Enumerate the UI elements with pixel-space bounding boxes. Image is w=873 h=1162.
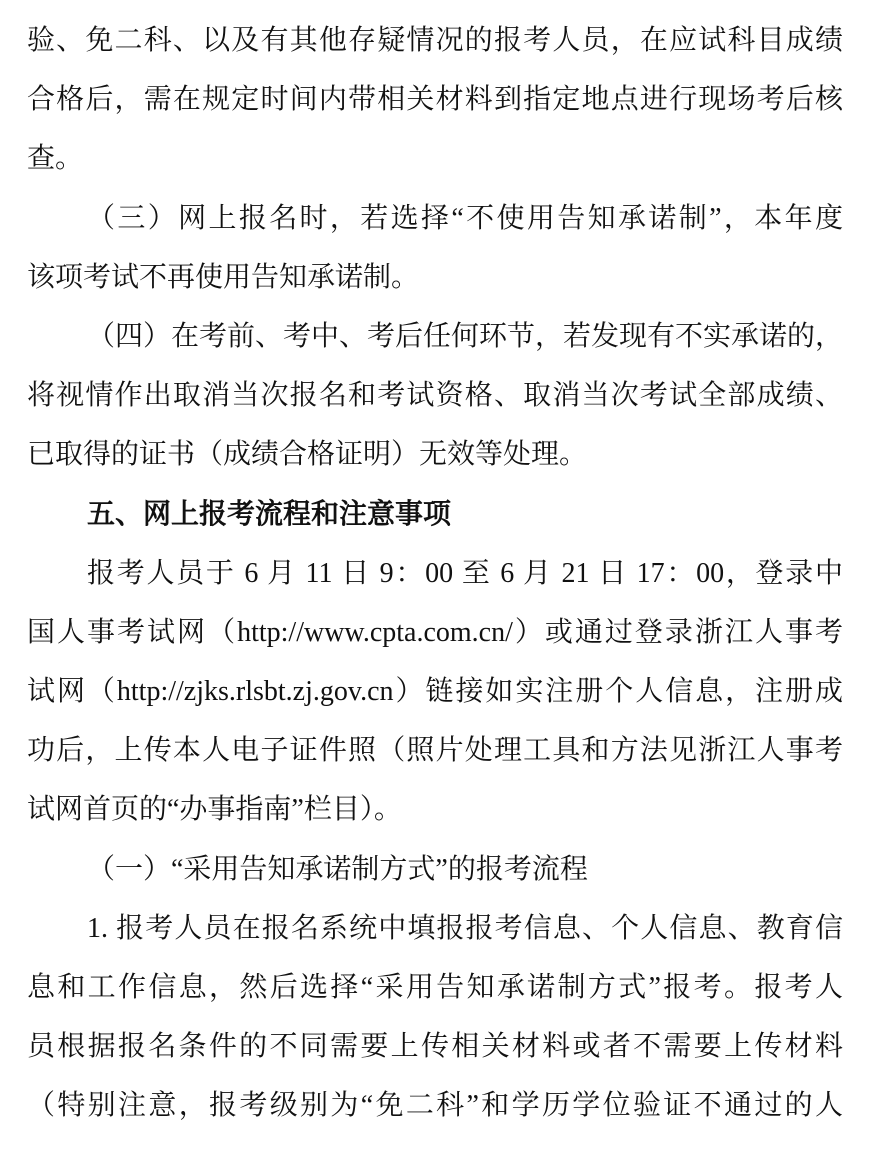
- text-line: 报考人员于 6 月 11 日 9：00 至 6 月 21 日 17：00，登录中: [87, 557, 843, 589]
- text-line: （特别注意，报考级别为“免二科”和学历学位验证不通过的人: [27, 1090, 843, 1122]
- text-line: 试网首页的“办事指南”栏目）。: [27, 794, 402, 826]
- text-line: 验、免二科、以及有其他存疑情况的报考人员，在应试科目成绩: [27, 25, 843, 56]
- text-line: 合格后，需在规定时间内带相关材料到指定地点进行现场考后核: [27, 84, 843, 116]
- text-line: 将视情作出取消当次报名和考试资格、取消当次考试全部成绩、: [27, 380, 843, 412]
- text-line: 国人事考试网（http://www.cpta.com.cn/）或通过登录浙江人事考: [27, 616, 843, 648]
- text-line: 查。: [27, 143, 84, 175]
- text-line: （一）“采用告知承诺制方式”的报考流程: [87, 853, 588, 885]
- text-line: 功后，上传本人电子证件照（照片处理工具和方法见浙江人事考: [27, 735, 843, 767]
- text-line: 已取得的证书（成绩合格证明）无效等处理。: [27, 439, 588, 471]
- text-line: 1. 报考人员在报名系统中填报报考信息、个人信息、教育信: [87, 912, 843, 944]
- text-line: 该项考试不再使用告知承诺制。: [27, 261, 420, 293]
- text-line: 试网（http://zjks.rlsbt.zj.gov.cn）链接如实注册个人信息，注册成: [27, 676, 843, 708]
- text-line: 息和工作信息，然后选择“采用告知承诺制方式”报考。报考人: [27, 972, 843, 1003]
- section-heading: 五、网上报考流程和注意事项: [87, 498, 452, 530]
- text-line: 员根据报名条件的不同需要上传相关材料或者不需要上传材料: [27, 1031, 843, 1063]
- document-page: [27, 11, 843, 1136]
- text-line: （四）在考前、考中、考后任何环节，若发现有不实承诺的，: [87, 320, 844, 352]
- text-line: （三）网上报名时，若选择“不使用告知承诺制”，本年度: [87, 202, 843, 234]
